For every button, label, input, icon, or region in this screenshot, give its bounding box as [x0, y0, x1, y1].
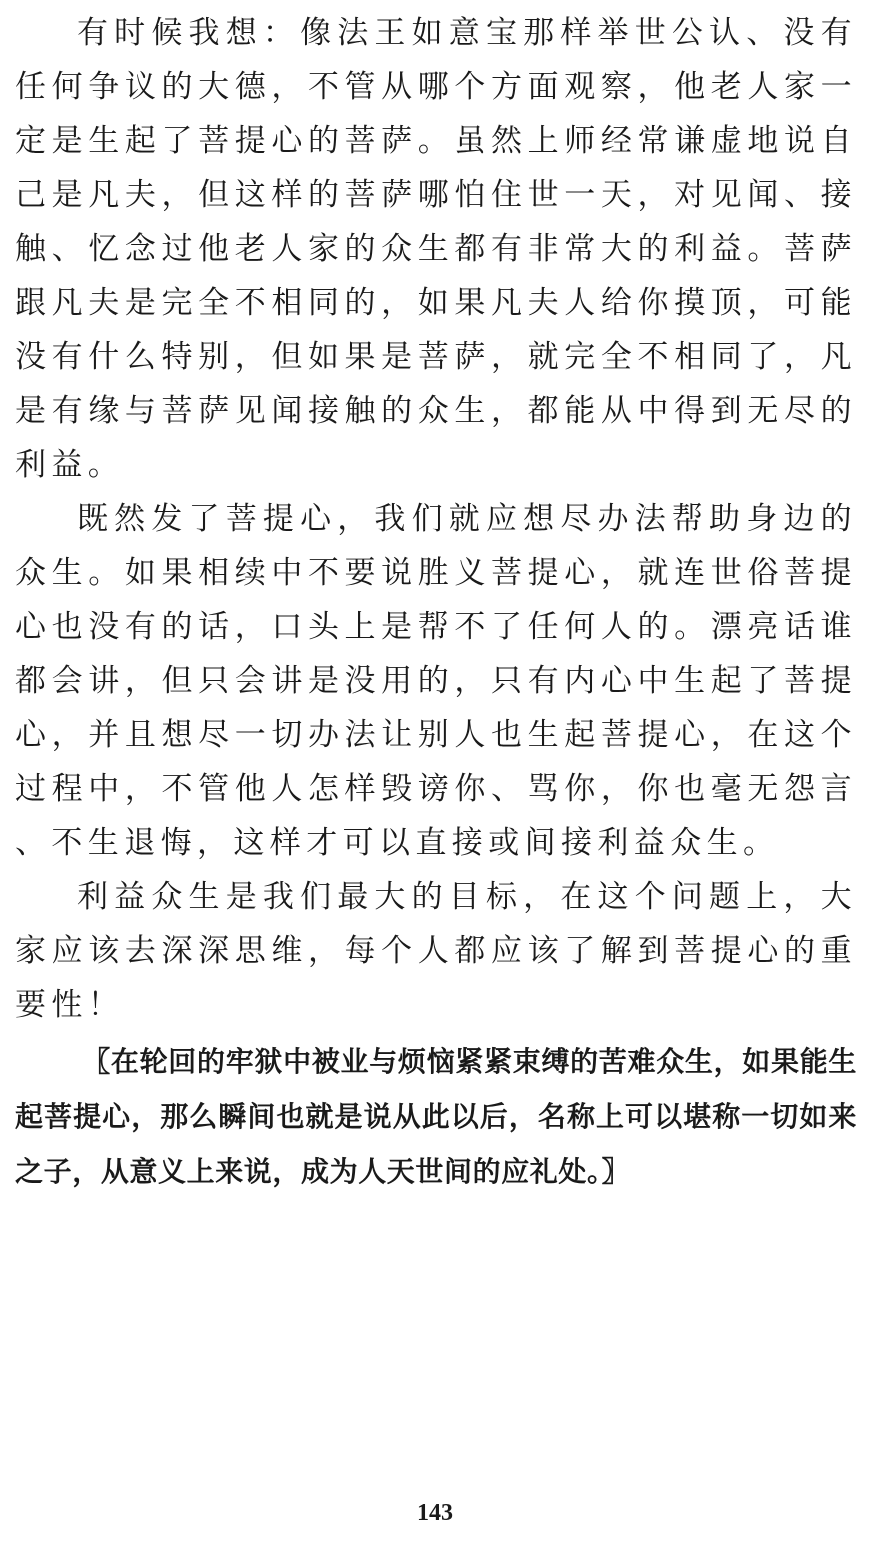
- scripture-quote: 〖在轮回的牢狱中被业与烦恼紧紧束缚的苦难众生，如果能生起菩提心，那么瞬间也就是说从此以后，名称上可以堪称一切如来之子，从意义上来说，成为人天世间的应礼处。〗: [15, 1045, 857, 1188]
- page-body: [15, 6, 857, 1199]
- paragraph: 利益众生是我们最大的目标，在这个问题上，大家应该去深深思维，每个人都应该了解到菩提心的重要性！: [15, 879, 857, 1023]
- paragraph: 既然发了菩提心，我们就应想尽办法帮助身边的众生。如果相续中不要说胜义菩提心，就连世俗菩提心也没有的话，口头上是帮不了任何人的。漂亮话谁都会讲，但只会讲是没用的，只有内心中生起了菩提心，并且想尽一切办法让别人也生起菩提心，在这个过程中，不管他人怎样毁谤你、骂你，你也毫无怨言、不生退悔，这样才可以直接或间接利益众生。: [15, 501, 857, 861]
- paragraph: 有时候我想：像法王如意宝那样举世公认、没有任何争议的大德，不管从哪个方面观察，他老人家一定是生起了菩提心的菩萨。虽然上师经常谦虚地说自己是凡夫，但这样的菩萨哪怕住世一天，对见闻、接触、忆念过他老人家的众生都有非常大的利益。菩萨跟凡夫是完全不相同的，如果凡夫人给你摸顶，可能没有什么特别，但如果是菩萨，就完全不相同了，凡是有缘与菩萨见闻接触的众生，都能从中得到无尽的利益。: [15, 15, 857, 483]
- page-number: 143: [417, 1500, 453, 1526]
